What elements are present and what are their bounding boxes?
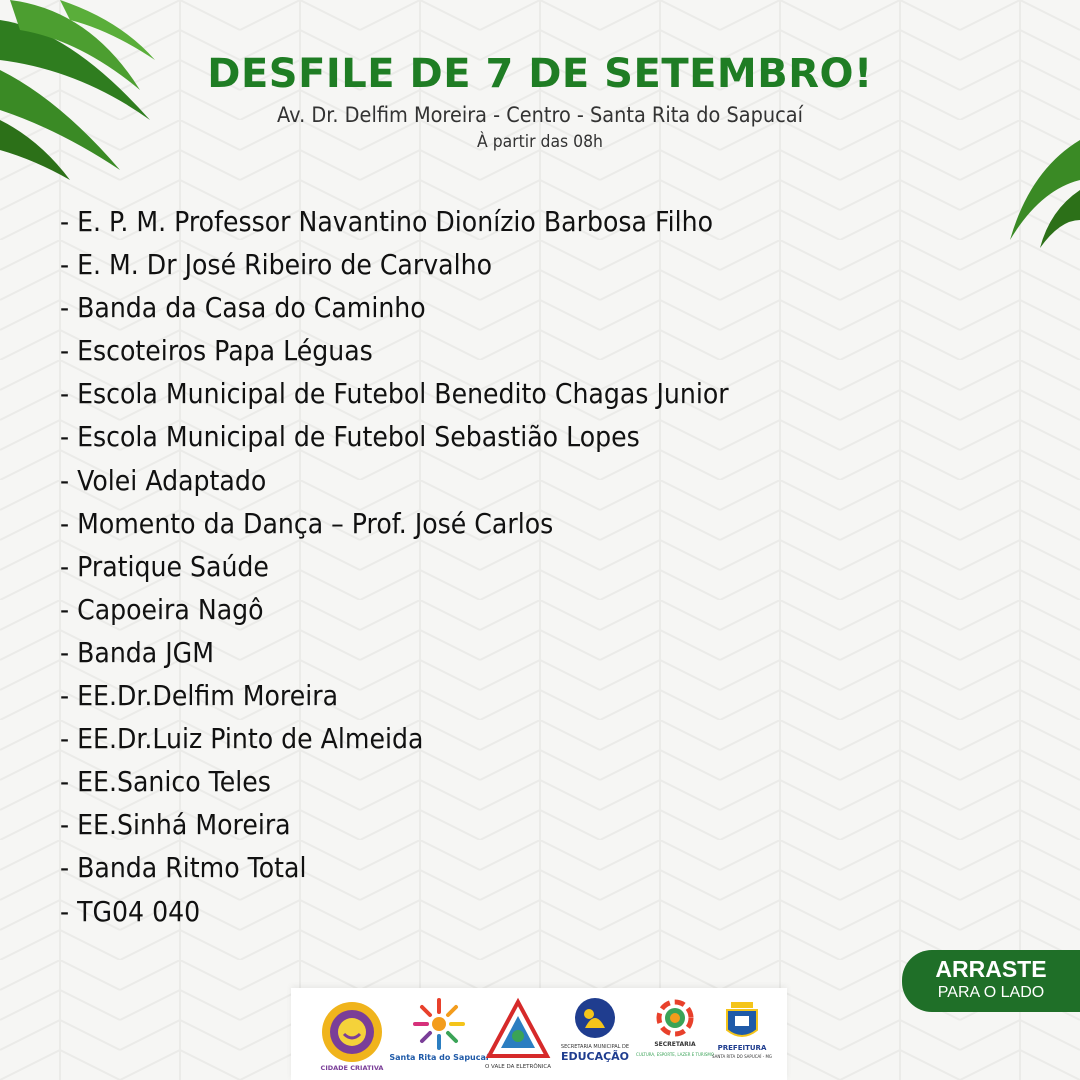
palm-leaf-right-icon bbox=[990, 130, 1080, 250]
educacao-logo bbox=[555, 994, 635, 1074]
list-item: - Escoteiros Papa Léguas bbox=[60, 334, 373, 368]
logo5-text-bottom: CULTURA, ESPORTE, LAZER E TURISMO bbox=[636, 1052, 714, 1057]
logo1-text: CIDADE CRIATIVA bbox=[320, 1064, 384, 1072]
list-item: - EE.Sinhá Moreira bbox=[60, 808, 291, 842]
participant-list bbox=[60, 200, 1000, 933]
list-item: - Capoeira Nagô bbox=[60, 592, 264, 626]
cidade-criativa-logo bbox=[317, 994, 387, 1074]
logo2-text: Santa Rita do Sapucaí bbox=[389, 1053, 489, 1062]
santa-rita-logo bbox=[389, 994, 489, 1074]
logo3-text: O VALE DA ELETRÔNICA bbox=[484, 1064, 552, 1070]
list-item: - E. M. Dr José Ribeiro de Carvalho bbox=[60, 248, 492, 282]
event-time: À partir das 08h bbox=[477, 132, 603, 152]
list-item: - TG04 040 bbox=[60, 894, 201, 928]
list-item: - Banda JGM bbox=[60, 635, 214, 669]
logo6-text-bottom: SANTA RITA DO SAPUCAÍ - MG bbox=[711, 1054, 773, 1059]
swipe-label-bottom: PARA O LADO bbox=[937, 984, 1045, 1001]
logo4-text-main: EDUCAÇÃO bbox=[560, 1050, 630, 1063]
list-item: - Escola Municipal de Futebol Sebastião Lopes bbox=[60, 420, 640, 454]
list-item: - Escola Municipal de Futebol Benedito Chagas Junior bbox=[60, 377, 729, 411]
logo5-text-top: SECRETARIA bbox=[654, 1041, 696, 1048]
list-item: - E. P. M. Professor Navantino Dionízio Barbosa Filho bbox=[60, 205, 714, 238]
vale-eletronica-logo bbox=[483, 994, 553, 1074]
list-item: - Banda da Casa do Caminho bbox=[60, 291, 426, 325]
list-item: - Momento da Dança – Prof. José Carlos bbox=[60, 506, 554, 540]
header bbox=[120, 48, 960, 154]
list-item: - EE.Dr.Delfim Moreira bbox=[60, 679, 339, 713]
list-item: - Volei Adaptado bbox=[60, 463, 267, 497]
sponsor-logo-bar bbox=[291, 988, 787, 1080]
swipe-label-top: ARRASTE bbox=[935, 956, 1047, 982]
prefeitura-logo bbox=[701, 994, 783, 1074]
logo6-text-top: PREFEITURA bbox=[717, 1044, 767, 1052]
swipe-button[interactable] bbox=[902, 950, 1080, 1012]
logo4-text-top: SECRETARIA MUNICIPAL DE bbox=[560, 1044, 630, 1050]
page-title: DESFILE DE 7 DE SETEMBRO! bbox=[207, 51, 873, 97]
list-item: - EE.Sanico Teles bbox=[60, 765, 271, 799]
list-item: - Pratique Saúde bbox=[60, 549, 269, 583]
list-item: - Banda Ritmo Total bbox=[60, 851, 307, 885]
event-location: Av. Dr. Delfim Moreira - Centro - Santa Rita do Sapucaí bbox=[277, 103, 803, 127]
list-item: - EE.Dr.Luiz Pinto de Almeida bbox=[60, 722, 424, 756]
